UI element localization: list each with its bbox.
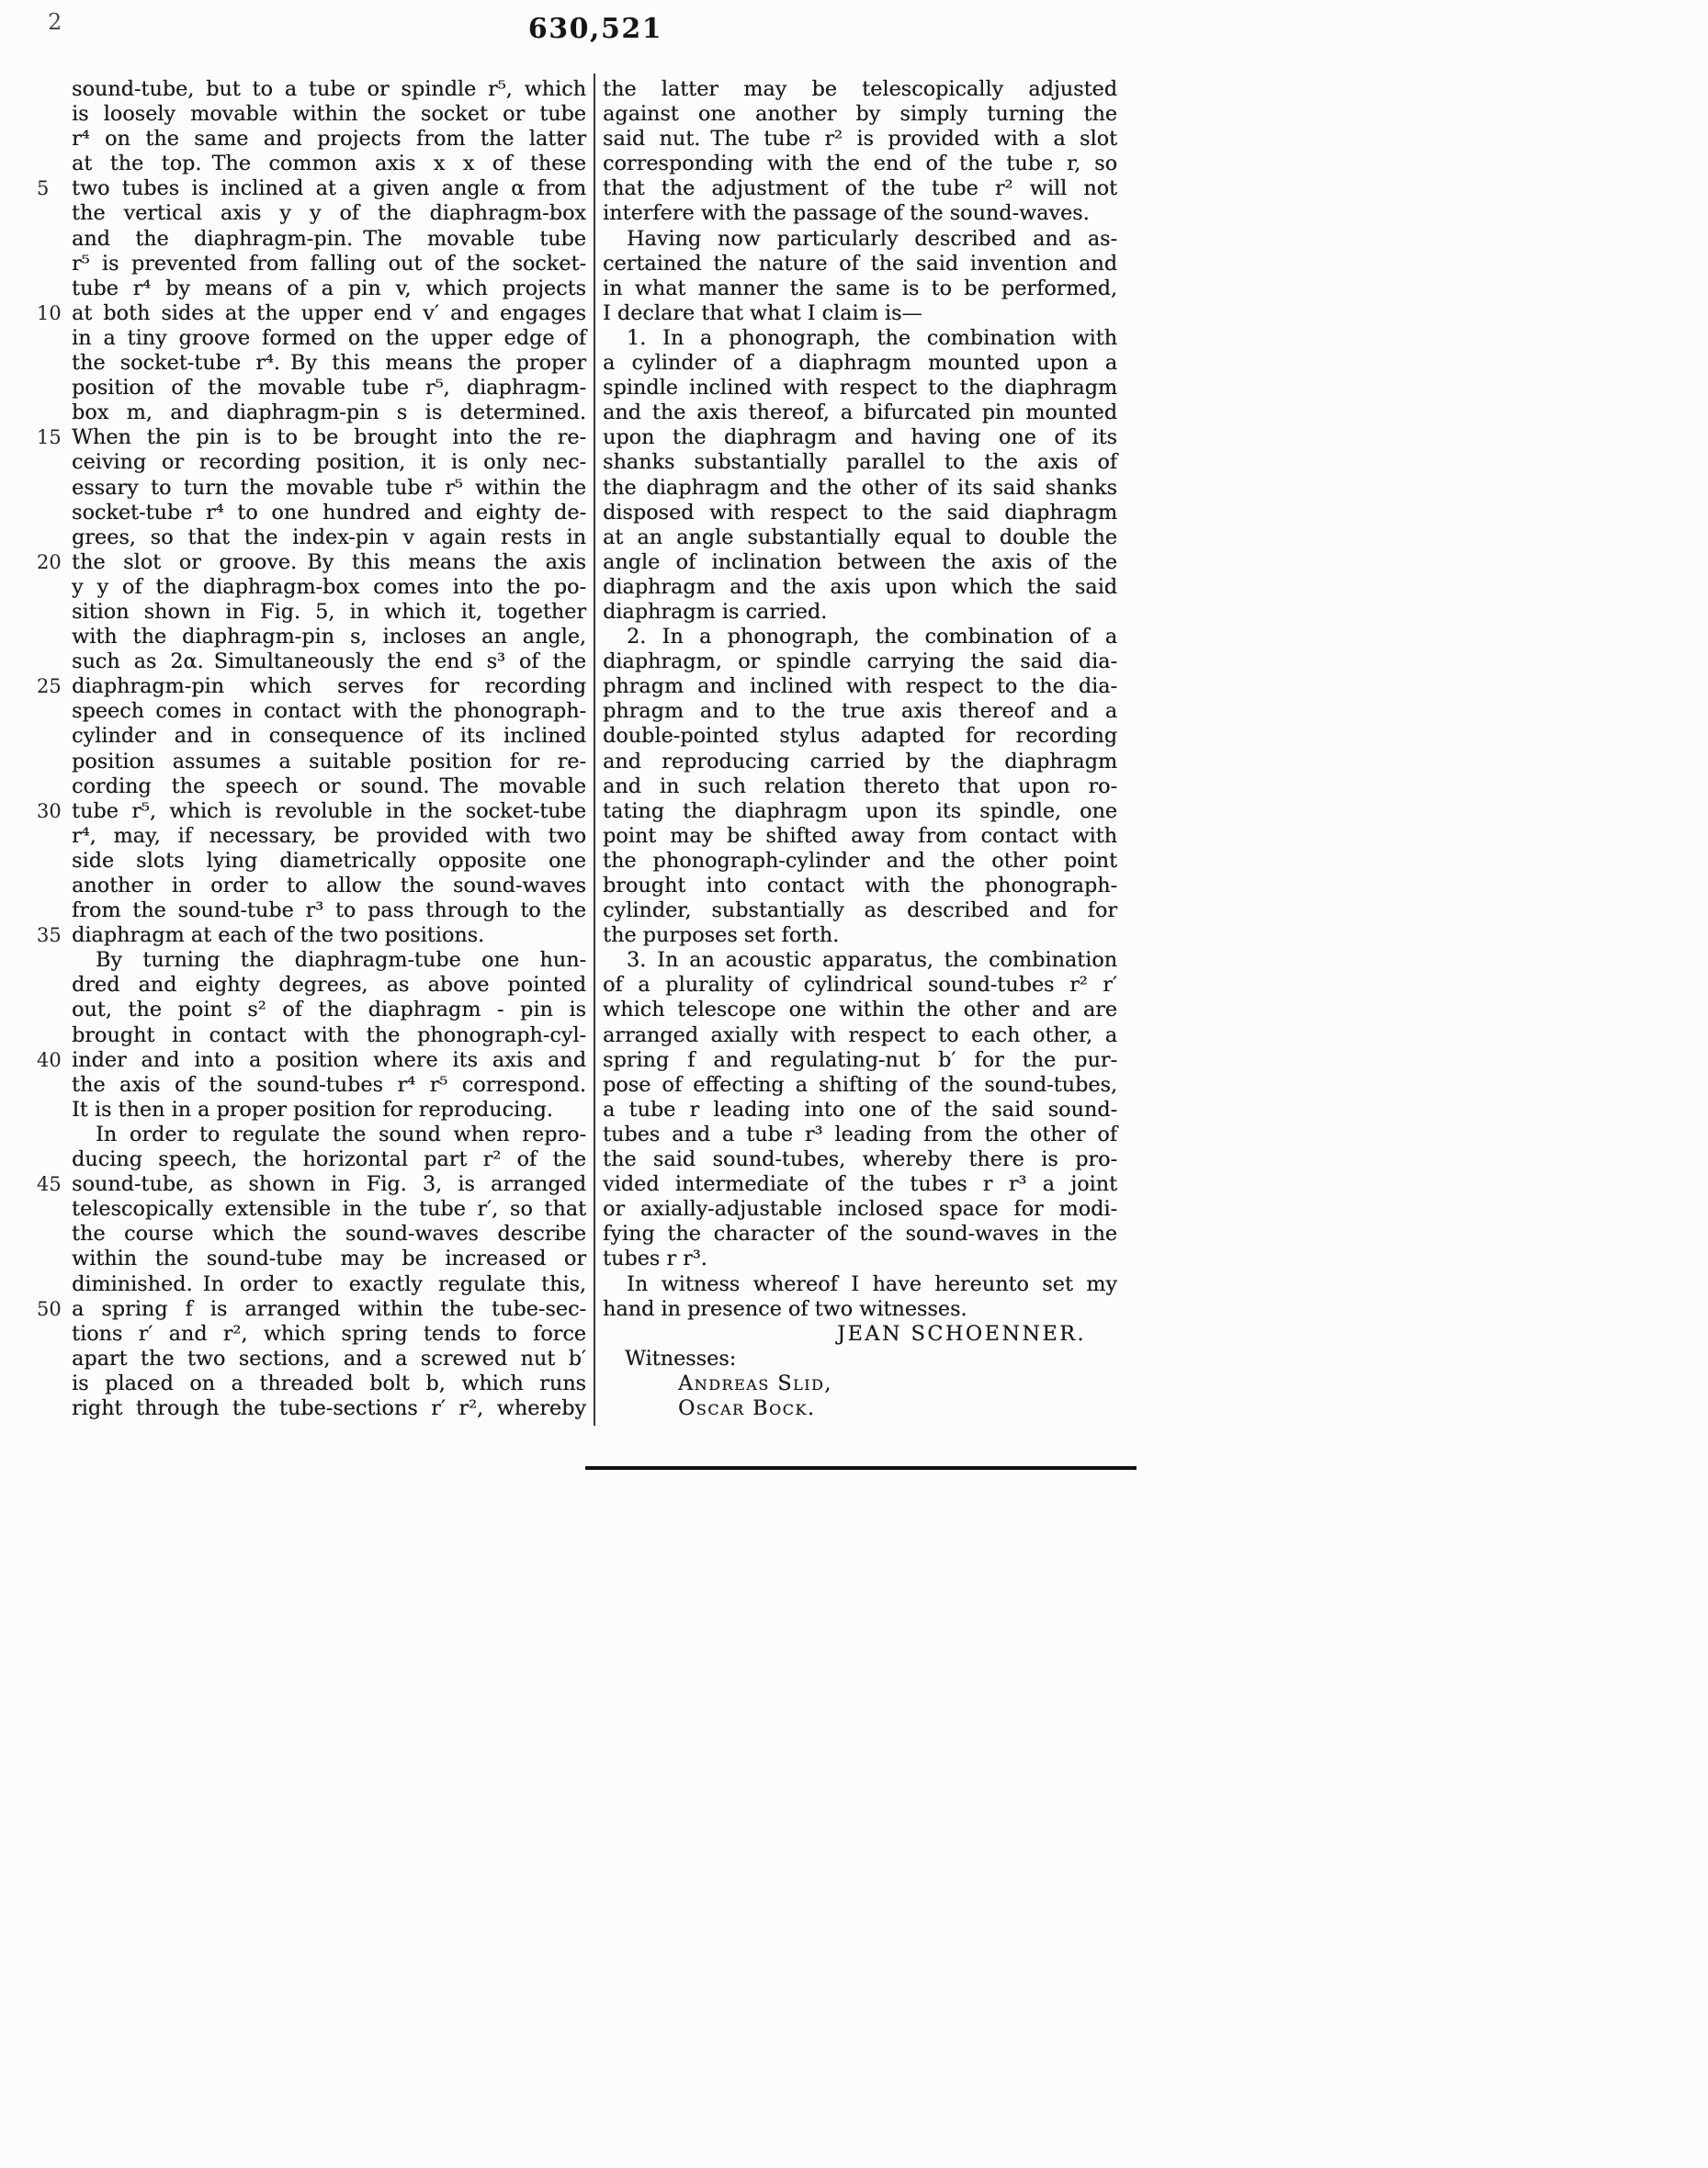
line-number: 10 bbox=[37, 301, 62, 324]
text-line bbox=[603, 1048, 1117, 1073]
line-text: tube r⁵, which is revoluble in the socket-tube bbox=[72, 798, 586, 823]
text-line bbox=[603, 77, 1117, 102]
text-line bbox=[72, 351, 586, 376]
text-line bbox=[72, 898, 586, 923]
line-number: 35 bbox=[37, 924, 62, 947]
text-line bbox=[603, 1297, 1117, 1322]
text-line bbox=[603, 898, 1117, 923]
text-line bbox=[72, 376, 586, 401]
text-line bbox=[72, 575, 586, 600]
line-text: diaphragm is carried. bbox=[603, 599, 828, 624]
text-line bbox=[603, 1172, 1117, 1197]
line-text: pose of effecting a shifting of the sound-tubes, bbox=[603, 1072, 1117, 1097]
text-line bbox=[603, 227, 1117, 252]
text-line bbox=[72, 750, 586, 774]
text-line bbox=[603, 1247, 1117, 1271]
line-text: cording the speech or sound. The movable bbox=[72, 773, 586, 798]
line-text: the socket-tube r⁴. By this means the proper bbox=[72, 351, 586, 376]
column-divider-line bbox=[594, 73, 595, 1426]
text-line bbox=[603, 600, 1117, 625]
line-text: shanks substantially parallel to the axis of bbox=[603, 450, 1117, 475]
line-number: 25 bbox=[37, 675, 62, 698]
text-line bbox=[603, 401, 1117, 425]
text-line bbox=[37, 1047, 586, 1073]
text-line bbox=[72, 1222, 586, 1247]
text-line bbox=[603, 1372, 1117, 1396]
line-text: tube r⁴ by means of a pin v, which projects bbox=[72, 276, 586, 300]
line-text: phragm and inclined with respect to the dia- bbox=[603, 674, 1117, 699]
bottom-rule-line bbox=[585, 1466, 1137, 1470]
text-line bbox=[603, 750, 1117, 774]
line-text: brought into contact with the phonograph- bbox=[603, 874, 1117, 898]
text-line bbox=[603, 1347, 1117, 1372]
line-text: of a plurality of cylindrical sound-tubes r² r′ bbox=[603, 973, 1117, 998]
text-line bbox=[603, 973, 1117, 998]
line-text: and the diaphragm-pin. The movable tube bbox=[72, 226, 586, 251]
line-text: a tube r leading into one of the said sound- bbox=[603, 1097, 1117, 1122]
line-text: in a tiny groove formed on the upper edge of bbox=[72, 325, 586, 350]
text-line bbox=[603, 351, 1117, 376]
line-text: telescopically extensible in the tube r′, so that bbox=[72, 1197, 586, 1222]
text-line bbox=[72, 450, 586, 475]
line-text: diaphragm at each of the two positions. bbox=[72, 923, 485, 948]
line-text: sound-tube, but to a tube or spindle r⁵, which bbox=[72, 77, 586, 101]
text-line bbox=[37, 1296, 586, 1322]
text-line bbox=[72, 277, 586, 301]
text-line bbox=[603, 425, 1117, 450]
line-text: I declare that what I claim is— bbox=[603, 300, 922, 325]
line-text: r⁵ is prevented from falling out of the socket- bbox=[72, 251, 586, 276]
line-text: said nut. The tube r² is provided with a slot bbox=[603, 127, 1117, 152]
line-text: interfere with the passage of the sound-waves. bbox=[603, 201, 1090, 226]
text-line bbox=[72, 252, 586, 277]
text-line bbox=[603, 948, 1117, 973]
text-line bbox=[603, 1123, 1117, 1147]
line-text: that the adjustment of the tube r² will not bbox=[603, 176, 1117, 201]
line-text: box m, and diaphragm-pin s is determined. bbox=[72, 401, 586, 425]
text-line bbox=[72, 476, 586, 501]
line-text: cylinder and in consequence of its inclined bbox=[72, 724, 586, 749]
text-line bbox=[72, 600, 586, 625]
text-line bbox=[72, 227, 586, 252]
line-text: inder and into a position where its axis and bbox=[72, 1047, 586, 1072]
line-number: 20 bbox=[37, 550, 62, 573]
line-text: point may be shifted away from contact with bbox=[603, 823, 1117, 848]
line-text: a spring f is arranged within the tube-sec- bbox=[72, 1296, 586, 1321]
text-line bbox=[603, 301, 1117, 326]
patent-number: 630,521 bbox=[527, 13, 663, 45]
line-text: out, the point s² of the diaphragm - pin is bbox=[72, 998, 586, 1022]
line-text: dred and eighty degrees, as above pointed bbox=[72, 973, 586, 998]
text-line bbox=[603, 376, 1117, 401]
text-line bbox=[72, 1396, 586, 1421]
text-line bbox=[37, 1172, 586, 1197]
line-text: the vertical axis y y of the diaphragm-box bbox=[72, 201, 586, 226]
text-line bbox=[72, 1197, 586, 1222]
text-line bbox=[37, 549, 586, 575]
line-number: 50 bbox=[37, 1297, 62, 1320]
line-text: the latter may be telescopically adjusted bbox=[603, 77, 1117, 101]
text-line bbox=[72, 102, 586, 127]
text-line bbox=[603, 849, 1117, 874]
text-line bbox=[72, 1073, 586, 1098]
text-line bbox=[72, 649, 586, 674]
line-text: and in such relation thereto that upon ro- bbox=[603, 773, 1117, 798]
line-text: tubes r r³. bbox=[603, 1247, 707, 1271]
line-text: with the diaphragm-pin s, incloses an angle, bbox=[72, 625, 586, 649]
text-line bbox=[603, 1098, 1117, 1123]
line-text: ceiving or recording position, it is only nec- bbox=[72, 450, 586, 475]
text-line bbox=[603, 1222, 1117, 1247]
text-line bbox=[603, 476, 1117, 501]
line-text: position assumes a suitable position for re- bbox=[72, 749, 586, 773]
text-line bbox=[72, 1322, 586, 1347]
text-line bbox=[37, 176, 586, 201]
line-text: 1. In a phonograph, the combination with bbox=[627, 325, 1117, 350]
text-line bbox=[72, 998, 586, 1022]
text-line bbox=[37, 425, 586, 450]
line-text: JEAN SCHOENNER. bbox=[837, 1321, 1086, 1346]
line-text: arranged axially with respect to each other, a bbox=[603, 1022, 1117, 1047]
text-line bbox=[603, 674, 1117, 699]
line-text: grees, so that the index-pin v again rests in bbox=[72, 525, 586, 549]
line-text: is loosely movable within the socket or tube bbox=[72, 102, 586, 127]
line-text: By turning the diaphragm-tube one hun- bbox=[96, 948, 586, 973]
line-text: ducing speech, the horizontal part r² of the bbox=[72, 1147, 586, 1172]
line-text: upon the diaphragm and having one of its bbox=[603, 425, 1117, 450]
line-number: 5 bbox=[37, 177, 50, 200]
text-line bbox=[72, 201, 586, 226]
line-text: When the pin is to be brought into the re- bbox=[72, 425, 586, 450]
text-line bbox=[603, 326, 1117, 351]
text-line bbox=[603, 1322, 1117, 1347]
line-text: In order to regulate the sound when repro- bbox=[96, 1122, 586, 1146]
text-line bbox=[603, 649, 1117, 674]
line-text: tating the diaphragm upon its spindle, one bbox=[603, 798, 1117, 823]
text-line bbox=[72, 326, 586, 351]
line-text: tions r′ and r², which spring tends to force bbox=[72, 1321, 586, 1346]
line-text: right through the tube-sections r′ r², whereby bbox=[72, 1395, 586, 1420]
right-column bbox=[603, 77, 1117, 1421]
text-line bbox=[72, 501, 586, 525]
line-text: disposed with respect to the said diaphragm bbox=[603, 500, 1117, 525]
line-text: is placed on a threaded bolt b, which runs bbox=[72, 1371, 586, 1395]
text-line bbox=[603, 874, 1117, 898]
text-line bbox=[603, 1272, 1117, 1297]
text-line bbox=[603, 501, 1117, 525]
text-line bbox=[603, 724, 1117, 749]
line-text: and the axis thereof, a bifurcated pin mounted bbox=[603, 401, 1117, 425]
line-text: another in order to allow the sound-waves bbox=[72, 874, 586, 898]
line-text: fying the character of the sound-waves in the bbox=[603, 1222, 1117, 1247]
line-text: diaphragm, or spindle carrying the said dia- bbox=[603, 649, 1117, 674]
line-text: or axially-adjustable inclosed space for modi- bbox=[603, 1197, 1117, 1222]
line-text: spring f and regulating-nut b′ for the pur- bbox=[603, 1047, 1117, 1072]
line-text: at an angle substantially equal to double the bbox=[603, 525, 1117, 549]
line-text: position of the movable tube r⁵, diaphragm- bbox=[72, 376, 586, 401]
text-line bbox=[603, 176, 1117, 201]
line-text: brought in contact with the phonograph-cyl- bbox=[72, 1022, 586, 1047]
text-line bbox=[72, 1247, 586, 1271]
line-text: 2. In a phonograph, the combination of a bbox=[627, 625, 1117, 649]
text-line bbox=[603, 127, 1117, 152]
line-text: two tubes is inclined at a given angle α from bbox=[72, 176, 586, 201]
line-text: In witness whereof I have hereunto set my bbox=[627, 1271, 1117, 1296]
text-line bbox=[603, 699, 1117, 724]
line-text: corresponding with the end of the tube r, so bbox=[603, 152, 1117, 176]
text-line bbox=[603, 824, 1117, 849]
line-number: 15 bbox=[37, 426, 62, 449]
text-line bbox=[72, 774, 586, 799]
text-line bbox=[72, 699, 586, 724]
text-line bbox=[603, 1197, 1117, 1222]
page-number: 2 bbox=[48, 9, 62, 35]
line-text: the purposes set forth. bbox=[603, 923, 840, 948]
text-line bbox=[72, 1098, 586, 1123]
line-text: the course which the sound-waves describe bbox=[72, 1222, 586, 1247]
text-line bbox=[37, 300, 586, 326]
text-line bbox=[603, 575, 1117, 600]
line-text: certained the nature of the said invention and bbox=[603, 251, 1117, 276]
text-line bbox=[72, 1272, 586, 1297]
line-text: phragm and to the true axis thereof and a bbox=[603, 699, 1117, 724]
line-text: r⁴, may, if necessary, be provided with two bbox=[72, 823, 586, 848]
text-line bbox=[603, 1023, 1117, 1048]
line-text: sition shown in Fig. 5, in which it, together bbox=[72, 599, 586, 624]
text-line bbox=[72, 625, 586, 649]
line-text: essary to turn the movable tube r⁵ within the bbox=[72, 475, 586, 500]
text-line bbox=[603, 998, 1117, 1022]
text-line bbox=[603, 525, 1117, 550]
text-line bbox=[603, 252, 1117, 277]
line-text: socket-tube r⁴ to one hundred and eighty de- bbox=[72, 500, 586, 525]
line-text: the phonograph-cylinder and the other point bbox=[603, 848, 1117, 873]
text-line bbox=[72, 948, 586, 973]
text-line bbox=[72, 849, 586, 874]
text-line bbox=[603, 625, 1117, 649]
line-text: diminished. In order to exactly regulate this, bbox=[72, 1271, 586, 1296]
line-text: at both sides at the upper end v′ and engages bbox=[72, 300, 586, 325]
line-number: 30 bbox=[37, 799, 62, 822]
text-line bbox=[603, 550, 1117, 575]
line-text: and reproducing carried by the diaphragm bbox=[603, 749, 1117, 773]
line-text: within the sound-tube may be increased or bbox=[72, 1247, 586, 1271]
text-line bbox=[603, 152, 1117, 176]
line-text: double-pointed stylus adapted for recording bbox=[603, 724, 1117, 749]
line-text: diaphragm-pin which serves for recording bbox=[72, 674, 586, 699]
line-text: at the top. The common axis x x of these bbox=[72, 152, 586, 176]
text-line bbox=[72, 824, 586, 849]
line-text: Having now particularly described and as- bbox=[627, 226, 1117, 251]
text-line bbox=[603, 1396, 1117, 1421]
text-line bbox=[603, 923, 1117, 948]
text-line bbox=[72, 1347, 586, 1372]
line-text: apart the two sections, and a screwed nut b′ bbox=[72, 1346, 586, 1371]
text-line bbox=[72, 874, 586, 898]
left-column bbox=[37, 77, 586, 1421]
text-line bbox=[72, 77, 586, 102]
text-line bbox=[603, 1147, 1117, 1172]
line-text: vided intermediate of the tubes r r³ a joint bbox=[603, 1172, 1117, 1197]
line-text: the slot or groove. By this means the axis bbox=[72, 549, 586, 574]
text-line bbox=[37, 674, 586, 699]
text-line bbox=[603, 799, 1117, 824]
line-text: cylinder, substantially as described and for bbox=[603, 898, 1117, 923]
line-text: 3. In an acoustic apparatus, the combination bbox=[627, 948, 1117, 973]
line-text: the axis of the sound-tubes r⁴ r⁵ correspond. bbox=[72, 1072, 586, 1097]
line-number: 40 bbox=[37, 1048, 62, 1071]
text-line bbox=[603, 1073, 1117, 1098]
text-line bbox=[603, 277, 1117, 301]
text-line bbox=[72, 127, 586, 152]
text-line bbox=[72, 152, 586, 176]
text-line bbox=[603, 774, 1117, 799]
text-line bbox=[72, 1372, 586, 1396]
line-text: y y of the diaphragm-box comes into the po- bbox=[72, 574, 586, 599]
text-line bbox=[72, 973, 586, 998]
line-text: speech comes in contact with the phonograph- bbox=[72, 699, 586, 724]
text-line bbox=[603, 102, 1117, 127]
line-number: 45 bbox=[37, 1173, 62, 1196]
line-text: against one another by simply turning the bbox=[603, 102, 1117, 127]
line-text: It is then in a proper position for reproducing. bbox=[72, 1097, 553, 1122]
line-text: a cylinder of a diaphragm mounted upon a bbox=[603, 351, 1117, 376]
text-line bbox=[603, 201, 1117, 226]
text-line bbox=[72, 1147, 586, 1172]
text-line bbox=[72, 724, 586, 749]
text-line bbox=[37, 798, 586, 824]
text-line bbox=[37, 923, 586, 948]
line-text: Andreas Slid, bbox=[678, 1371, 832, 1395]
line-text: Witnesses: bbox=[625, 1346, 737, 1371]
text-line bbox=[72, 1023, 586, 1048]
line-text: the said sound-tubes, whereby there is pro- bbox=[603, 1147, 1117, 1172]
line-text: in what manner the same is to be performed, bbox=[603, 276, 1117, 300]
text-line bbox=[603, 450, 1117, 475]
line-text: tubes and a tube r³ leading from the other of bbox=[603, 1122, 1117, 1146]
line-text: hand in presence of two witnesses. bbox=[603, 1296, 967, 1321]
line-text: diaphragm and the axis upon which the said bbox=[603, 574, 1117, 599]
line-text: side slots lying diametrically opposite one bbox=[72, 848, 586, 873]
line-text: from the sound-tube r³ to pass through to the bbox=[72, 898, 586, 923]
line-text: such as 2α. Simultaneously the end s³ of the bbox=[72, 649, 586, 674]
line-text: the diaphragm and the other of its said shanks bbox=[603, 475, 1117, 500]
text-line bbox=[72, 1123, 586, 1147]
text-line bbox=[72, 525, 586, 550]
line-text: r⁴ on the same and projects from the latter bbox=[72, 127, 586, 152]
line-text: angle of inclination between the axis of the bbox=[603, 549, 1117, 574]
line-text: spindle inclined with respect to the diaphragm bbox=[603, 376, 1117, 401]
line-text: which telescope one within the other and are bbox=[603, 998, 1117, 1022]
line-text: sound-tube, as shown in Fig. 3, is arranged bbox=[72, 1172, 586, 1197]
text-line bbox=[72, 401, 586, 425]
line-text: Oscar Bock. bbox=[678, 1395, 816, 1420]
